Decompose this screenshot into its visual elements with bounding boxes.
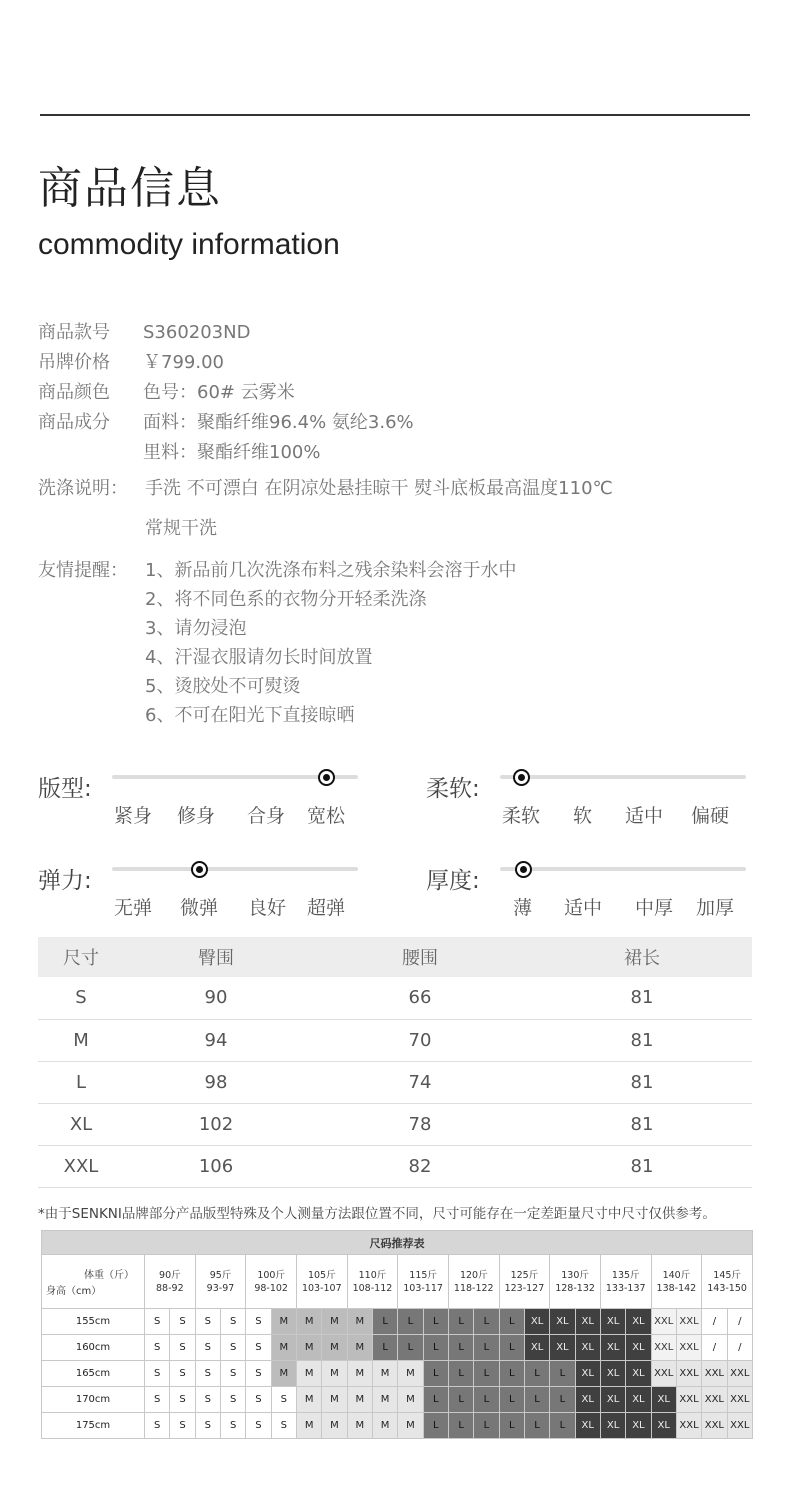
height-axis-label: 身高（cm） <box>46 1286 102 1297</box>
recommend-size-cell: S <box>195 1387 220 1413</box>
recommend-size-cell: L <box>423 1335 448 1361</box>
price-value: ￥799.00 <box>143 352 224 373</box>
recommend-size-cell: XXL <box>676 1413 701 1439</box>
page-subtitle: commodity information <box>38 228 340 261</box>
recommend-size-cell: L <box>550 1387 575 1413</box>
composition-label: 商品成分 <box>38 412 110 433</box>
recommend-size-cell: L <box>474 1335 499 1361</box>
table-row <box>38 1103 752 1145</box>
recommend-size-cell: M <box>271 1309 296 1335</box>
recommend-size-cell: M <box>398 1387 423 1413</box>
recommend-size-cell: L <box>423 1361 448 1387</box>
table-row <box>42 1387 753 1413</box>
recommend-size-cell: XXL <box>676 1335 701 1361</box>
stretch-scale-track <box>112 867 358 871</box>
waist-cell: 82 <box>308 1145 532 1187</box>
thickness-option: 适中 <box>564 897 603 919</box>
recommend-size-cell: M <box>322 1309 347 1335</box>
weight-value: 135斤 <box>611 1269 640 1281</box>
fit-option: 紧身 <box>114 805 153 827</box>
weight-header <box>296 1255 347 1309</box>
weight-value: 100斤 <box>257 1269 285 1281</box>
wash-value: 手洗 不可漂白 在阴凉处悬挂晾干 熨斗底板最高温度110℃ <box>145 478 613 499</box>
weight-range: 133-137 <box>605 1282 646 1294</box>
waist-cell: 66 <box>308 977 532 1019</box>
recommend-size-cell: XL <box>600 1335 625 1361</box>
color-row <box>38 378 778 408</box>
recommend-size-cell: XL <box>651 1413 676 1439</box>
recommend-size-cell: XL <box>626 1413 651 1439</box>
recommend-size-cell: XXL <box>727 1413 752 1439</box>
stretch-option: 良好 <box>248 897 287 919</box>
recommend-size-cell: XXL <box>727 1387 752 1413</box>
recommend-size-cell: L <box>423 1387 448 1413</box>
wash-value-2: 常规干洗 <box>145 518 217 539</box>
softness-option: 适中 <box>625 805 664 827</box>
recommend-size-cell: S <box>246 1361 271 1387</box>
recommend-size-cell: XL <box>600 1413 625 1439</box>
product-info <box>38 318 778 730</box>
waist-cell: 74 <box>308 1061 532 1103</box>
composition-row <box>38 408 778 438</box>
recommend-size-cell: S <box>220 1309 245 1335</box>
lining-row <box>38 438 778 468</box>
recommend-size-cell: S <box>145 1387 170 1413</box>
recommend-size-cell: S <box>145 1361 170 1387</box>
recommend-size-cell: S <box>195 1413 220 1439</box>
stretch-scale <box>38 862 378 922</box>
weight-range: 103-117 <box>403 1282 443 1294</box>
weight-value: 120斤 <box>459 1269 488 1281</box>
size-cell: S <box>38 977 124 1019</box>
top-divider <box>40 114 750 116</box>
tip-item: 1、新品前几次洗涤布料之残余染料会溶于水中 <box>145 560 517 581</box>
waist-cell: 78 <box>308 1103 532 1145</box>
recommend-size-cell: XL <box>575 1413 600 1439</box>
weight-header <box>347 1255 398 1309</box>
length-col-header: 裙长 <box>532 937 752 977</box>
recommend-size-cell: XL <box>524 1335 549 1361</box>
weight-range: 108-112 <box>352 1282 393 1294</box>
height-cell: 175cm <box>42 1413 145 1439</box>
length-cell: 81 <box>532 977 752 1019</box>
weight-value: 145斤 <box>713 1269 741 1281</box>
weight-range: 118-122 <box>453 1282 494 1294</box>
recommend-size-cell: / <box>702 1335 727 1361</box>
height-cell: 165cm <box>42 1361 145 1387</box>
recommend-size-cell: S <box>271 1387 296 1413</box>
thickness-option: 加厚 <box>696 897 735 919</box>
recommend-size-cell: XL <box>600 1361 625 1387</box>
recommend-size-cell: XXL <box>702 1413 727 1439</box>
length-cell: 81 <box>532 1103 752 1145</box>
wash-label: 洗涤说明： <box>38 478 128 499</box>
recommend-size-cell: XL <box>626 1361 651 1387</box>
weight-header <box>145 1255 196 1309</box>
recommend-size-cell: XXL <box>651 1309 676 1335</box>
recommend-size-cell: L <box>474 1387 499 1413</box>
recommend-size-cell: S <box>170 1387 195 1413</box>
weight-value: 140斤 <box>662 1269 691 1281</box>
length-cell: 81 <box>532 1061 752 1103</box>
weight-value: 125斤 <box>510 1269 539 1281</box>
table-row <box>38 1145 752 1187</box>
recommend-size-cell: S <box>220 1335 245 1361</box>
recommend-size-cell: / <box>727 1335 752 1361</box>
recommend-size-cell: XXL <box>651 1361 676 1387</box>
recommend-size-cell: L <box>474 1309 499 1335</box>
recommend-size-cell: L <box>499 1309 524 1335</box>
length-cell: 81 <box>532 1145 752 1187</box>
recommend-size-cell: M <box>372 1361 397 1387</box>
recommend-size-cell: S <box>195 1309 220 1335</box>
table-row <box>42 1309 753 1335</box>
softness-option: 偏硬 <box>691 805 730 827</box>
price-row <box>38 348 778 378</box>
tips-label: 友情提醒： <box>38 560 128 581</box>
recommend-size-cell: M <box>322 1413 347 1439</box>
recommend-size-cell: L <box>398 1309 423 1335</box>
color-value: 色号：60# 云雾米 <box>143 382 295 403</box>
recommend-size-cell: L <box>448 1309 473 1335</box>
waist-col-header: 腰围 <box>308 937 532 977</box>
size-recommend-table <box>41 1230 753 1439</box>
weight-range: 143-150 <box>707 1282 747 1294</box>
stretch-scale-indicator <box>191 861 208 878</box>
recommend-size-cell: L <box>372 1309 397 1335</box>
recommend-size-cell: XXL <box>676 1387 701 1413</box>
recommend-size-cell: XL <box>626 1309 651 1335</box>
weight-header <box>550 1255 601 1309</box>
recommend-size-cell: S <box>246 1309 271 1335</box>
recommend-size-cell: S <box>145 1413 170 1439</box>
recommend-size-cell: L <box>448 1335 473 1361</box>
stretch-scale-title: 弹力: <box>38 868 92 894</box>
size-cell: XXL <box>38 1145 124 1187</box>
recommend-size-cell: XL <box>575 1361 600 1387</box>
recommend-size-cell: L <box>398 1335 423 1361</box>
size-col-header: 尺寸 <box>38 937 124 977</box>
recommend-size-cell: XL <box>626 1335 651 1361</box>
recommend-size-cell: L <box>499 1335 524 1361</box>
size-disclaimer: *由于SENKNI品牌部分产品版型特殊及个人测量方法跟位置不同，尺寸可能存在一定差距量尺寸中尺寸仅供参考。 <box>38 1206 716 1222</box>
recommend-size-cell: / <box>727 1309 752 1335</box>
recommend-size-cell: S <box>220 1361 245 1387</box>
recommend-size-cell: L <box>550 1361 575 1387</box>
recommend-size-cell: XL <box>550 1309 575 1335</box>
recommend-size-cell: M <box>347 1387 372 1413</box>
tips-list <box>145 556 516 730</box>
recommend-size-cell: S <box>170 1335 195 1361</box>
recommend-size-cell: XL <box>626 1387 651 1413</box>
table-row <box>42 1361 753 1387</box>
tip-item: 4、汗湿衣服请勿长时间放置 <box>145 647 373 668</box>
softness-scale-title: 柔软: <box>426 776 480 802</box>
recommend-size-cell: S <box>195 1361 220 1387</box>
recommend-size-cell: M <box>271 1335 296 1361</box>
lining-value: 里料：聚酯纤维100% <box>143 442 321 463</box>
softness-option: 软 <box>573 805 593 827</box>
price-label: 吊牌价格 <box>38 352 110 373</box>
recommend-size-cell: / <box>702 1309 727 1335</box>
wash-row <box>38 474 778 504</box>
fit-scale-indicator <box>318 769 335 786</box>
recommend-size-cell: XL <box>575 1335 600 1361</box>
hip-cell: 106 <box>124 1145 308 1187</box>
height-cell: 170cm <box>42 1387 145 1413</box>
recommend-size-cell: M <box>347 1335 372 1361</box>
recommend-size-cell: M <box>296 1413 321 1439</box>
size-cell: L <box>38 1061 124 1103</box>
recommend-size-cell: L <box>550 1413 575 1439</box>
softness-option: 柔软 <box>502 805 541 827</box>
recommend-size-cell: L <box>474 1361 499 1387</box>
stretch-option: 微弹 <box>180 897 219 919</box>
recommend-size-cell: L <box>448 1413 473 1439</box>
weight-header <box>448 1255 499 1309</box>
recommend-size-cell: L <box>499 1361 524 1387</box>
weight-range: 123-127 <box>504 1282 545 1294</box>
recommend-size-cell: S <box>170 1361 195 1387</box>
thickness-option: 中厚 <box>635 897 674 919</box>
size-table-header <box>38 937 752 977</box>
recommend-size-cell: XXL <box>702 1387 727 1413</box>
weight-value: 90斤 <box>159 1269 181 1281</box>
weight-value: 95斤 <box>209 1269 232 1281</box>
fit-option: 宽松 <box>307 805 346 827</box>
recommend-size-cell: M <box>347 1361 372 1387</box>
recommend-size-cell: XXL <box>676 1361 701 1387</box>
softness-scale-indicator <box>513 769 530 786</box>
stretch-option: 无弹 <box>114 897 153 919</box>
recommend-size-cell: S <box>246 1335 271 1361</box>
table-row <box>42 1335 753 1361</box>
color-label: 商品颜色 <box>38 382 110 403</box>
style-no-value: S360203ND <box>143 322 251 343</box>
recommend-size-cell: S <box>145 1309 170 1335</box>
recommend-size-cell: M <box>347 1413 372 1439</box>
recommend-size-cell: M <box>372 1413 397 1439</box>
recommend-size-cell: S <box>271 1413 296 1439</box>
hip-col-header: 臀围 <box>124 937 308 977</box>
softness-scale-track <box>500 775 746 779</box>
recommend-size-cell: M <box>271 1361 296 1387</box>
recommend-size-cell: XXL <box>702 1361 727 1387</box>
height-cell: 155cm <box>42 1309 145 1335</box>
weight-range: 88-92 <box>156 1282 184 1294</box>
weight-range: 98-102 <box>254 1282 288 1294</box>
recommend-size-cell: L <box>524 1361 549 1387</box>
table-row <box>42 1413 753 1439</box>
page-title: 商品信息 <box>38 163 222 214</box>
weight-axis-label: 体重（斤） <box>84 1270 134 1281</box>
recommend-caption: 尺码推荐表 <box>42 1231 753 1255</box>
style-no-label: 商品款号 <box>38 322 110 343</box>
tip-item: 5、烫胶处不可熨烫 <box>145 676 301 697</box>
recommend-size-cell: XXL <box>651 1335 676 1361</box>
recommend-size-cell: S <box>220 1413 245 1439</box>
fit-option: 修身 <box>177 805 216 827</box>
recommend-size-cell: M <box>296 1387 321 1413</box>
recommend-size-cell: S <box>246 1413 271 1439</box>
weight-value: 115斤 <box>409 1269 437 1281</box>
stretch-option: 超弹 <box>307 897 346 919</box>
table-row <box>38 1061 752 1103</box>
tip-item: 3、请勿浸泡 <box>145 618 247 639</box>
recommend-size-cell: XL <box>524 1309 549 1335</box>
recommend-size-cell: L <box>372 1335 397 1361</box>
recommend-size-cell: M <box>398 1361 423 1387</box>
hip-cell: 94 <box>124 1019 308 1061</box>
weight-value: 130斤 <box>561 1269 589 1281</box>
table-row <box>38 977 752 1019</box>
weight-header <box>702 1255 753 1309</box>
recommend-size-cell: M <box>372 1387 397 1413</box>
size-cell: M <box>38 1019 124 1061</box>
recommend-size-cell: L <box>448 1361 473 1387</box>
fit-scale <box>38 770 378 830</box>
hip-cell: 90 <box>124 977 308 1019</box>
weight-header <box>246 1255 297 1309</box>
weight-value: 105斤 <box>307 1269 336 1281</box>
recommend-size-cell: S <box>195 1335 220 1361</box>
weight-header <box>600 1255 651 1309</box>
table-row <box>38 1019 752 1061</box>
recommend-size-cell: L <box>524 1413 549 1439</box>
recommend-size-cell: L <box>423 1413 448 1439</box>
recommend-size-cell: XXL <box>676 1309 701 1335</box>
recommend-size-cell: L <box>474 1413 499 1439</box>
weight-header <box>398 1255 449 1309</box>
recommend-size-cell: L <box>524 1387 549 1413</box>
thickness-option: 薄 <box>513 897 533 919</box>
recommend-size-cell: S <box>145 1335 170 1361</box>
tip-item: 2、将不同色系的衣物分开轻柔洗涤 <box>145 589 427 610</box>
thickness-scale-indicator <box>515 861 532 878</box>
style-no-row <box>38 318 778 348</box>
recommend-size-cell: XL <box>575 1309 600 1335</box>
thickness-scale-track <box>500 867 746 871</box>
height-cell: 160cm <box>42 1335 145 1361</box>
waist-cell: 70 <box>308 1019 532 1061</box>
recommend-size-cell: XXL <box>727 1361 752 1387</box>
recommend-size-cell: M <box>296 1335 321 1361</box>
fit-scale-title: 版型: <box>38 776 92 802</box>
weight-header <box>651 1255 702 1309</box>
weight-header <box>499 1255 550 1309</box>
fabric-value: 面料：聚酯纤维96.4% 氨纶3.6% <box>143 412 414 433</box>
weight-range: 103-107 <box>301 1282 342 1294</box>
fit-option: 合身 <box>247 805 286 827</box>
tips-row <box>38 556 778 730</box>
recommend-size-cell: XL <box>600 1309 625 1335</box>
recommend-size-cell: S <box>220 1387 245 1413</box>
hip-cell: 98 <box>124 1061 308 1103</box>
softness-scale <box>426 770 766 830</box>
recommend-size-cell: L <box>499 1413 524 1439</box>
weight-range: 93-97 <box>206 1282 235 1294</box>
recommend-size-cell: XL <box>575 1387 600 1413</box>
weight-value: 110斤 <box>358 1269 387 1281</box>
recommend-size-cell: S <box>246 1387 271 1413</box>
recommend-size-cell: M <box>347 1309 372 1335</box>
thickness-scale-title: 厚度: <box>426 868 480 894</box>
recommend-size-cell: M <box>322 1387 347 1413</box>
recommend-size-cell: S <box>170 1413 195 1439</box>
recommend-size-cell: M <box>322 1335 347 1361</box>
recommend-size-cell: L <box>423 1309 448 1335</box>
hip-cell: 102 <box>124 1103 308 1145</box>
recommend-size-cell: XL <box>651 1387 676 1413</box>
recommend-size-cell: M <box>296 1309 321 1335</box>
recommend-size-cell: XL <box>600 1387 625 1413</box>
size-cell: XL <box>38 1103 124 1145</box>
size-table <box>38 937 752 1188</box>
weight-range: 138-142 <box>656 1282 697 1294</box>
recommend-size-cell: S <box>170 1309 195 1335</box>
weight-range: 128-132 <box>555 1282 595 1294</box>
thickness-scale <box>426 862 766 922</box>
recommend-size-cell: M <box>398 1413 423 1439</box>
recommend-size-cell: L <box>448 1387 473 1413</box>
weight-header <box>195 1255 246 1309</box>
recommend-size-cell: M <box>296 1361 321 1387</box>
recommend-size-cell: XL <box>550 1335 575 1361</box>
length-cell: 81 <box>532 1019 752 1061</box>
recommend-corner <box>42 1255 145 1309</box>
tip-item: 6、不可在阳光下直接晾晒 <box>145 705 355 726</box>
recommend-size-cell: M <box>322 1361 347 1387</box>
recommend-size-cell: L <box>499 1387 524 1413</box>
